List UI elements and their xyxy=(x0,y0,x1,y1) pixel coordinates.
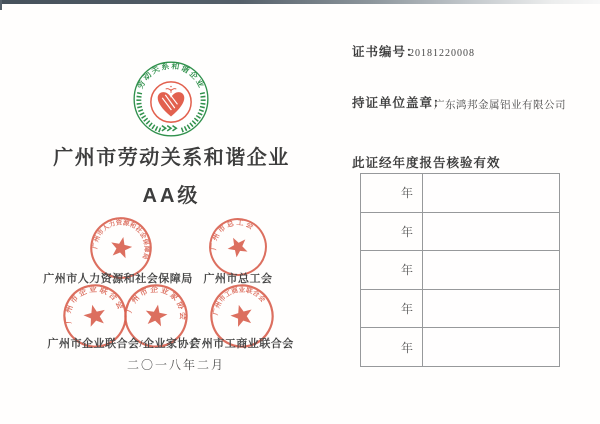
svg-text:广州市总工会: 广州市总工会 xyxy=(209,218,257,251)
year-cell: 年 xyxy=(361,212,423,251)
cert-number-label: 证书编号： xyxy=(352,45,420,59)
year-cell: 年 xyxy=(361,251,423,290)
table-row xyxy=(361,328,560,367)
table-row xyxy=(361,251,560,290)
table-row xyxy=(361,212,560,251)
svg-text:广州市企业家协会: 广州市企业家协会 xyxy=(124,284,188,322)
certificate-grade: AA级 xyxy=(142,185,201,207)
verification-entry-cell xyxy=(423,212,560,251)
year-cell: 年 xyxy=(361,174,423,213)
certificate-title xyxy=(4,147,339,208)
emblem-arc-text: 劳动关系和谐企业 xyxy=(135,61,207,91)
verification-entry-cell xyxy=(423,328,560,367)
seal-label-human-resources-bureau: 广州市人力资源和社会保障局 xyxy=(43,273,193,285)
table-row xyxy=(361,174,560,213)
verification-entry-cell xyxy=(423,289,560,328)
cert-number-value: 20181220008 xyxy=(409,48,475,59)
year-cell: 年 xyxy=(361,289,423,328)
seal-label-industry-commerce: 广州市工商业联合会 xyxy=(190,338,294,350)
annual-verification-table xyxy=(360,173,560,367)
svg-text:广州市人力资源和社会保障局: 广州市人力资源和社会保障局 xyxy=(91,219,150,261)
table-row xyxy=(361,289,560,328)
scan-edge-left xyxy=(0,0,2,10)
certificate-date: 二〇一八年二月 xyxy=(126,358,226,372)
seal-label-trade-unions: 广州市总工会 xyxy=(203,273,273,285)
svg-text:广州市企业联合会: 广州市企业联合会 xyxy=(63,284,127,325)
verification-entry-cell xyxy=(423,174,560,213)
year-cell: 年 xyxy=(361,328,423,367)
holder-company-name: 广东鸿邦金属铝业有限公司 xyxy=(434,100,566,111)
verification-entry-cell xyxy=(423,251,560,290)
seal-federation-of-trade-unions xyxy=(207,216,269,278)
harmonious-enterprise-emblem-icon xyxy=(133,61,209,137)
seal-label-enterprise-confederation: 广州市企业联合会/企业家协会 xyxy=(47,338,201,350)
annual-verification-heading: 此证经年度报告核验有效 xyxy=(352,156,501,170)
scan-edge-top xyxy=(0,0,600,4)
holder-stamp-label: 持证单位盖章： xyxy=(352,96,447,110)
certificate-title-line1: 广州市劳动关系和谐企业 xyxy=(53,147,290,169)
svg-text:广州市工商业联合会: 广州市工商业联合会 xyxy=(212,286,267,316)
